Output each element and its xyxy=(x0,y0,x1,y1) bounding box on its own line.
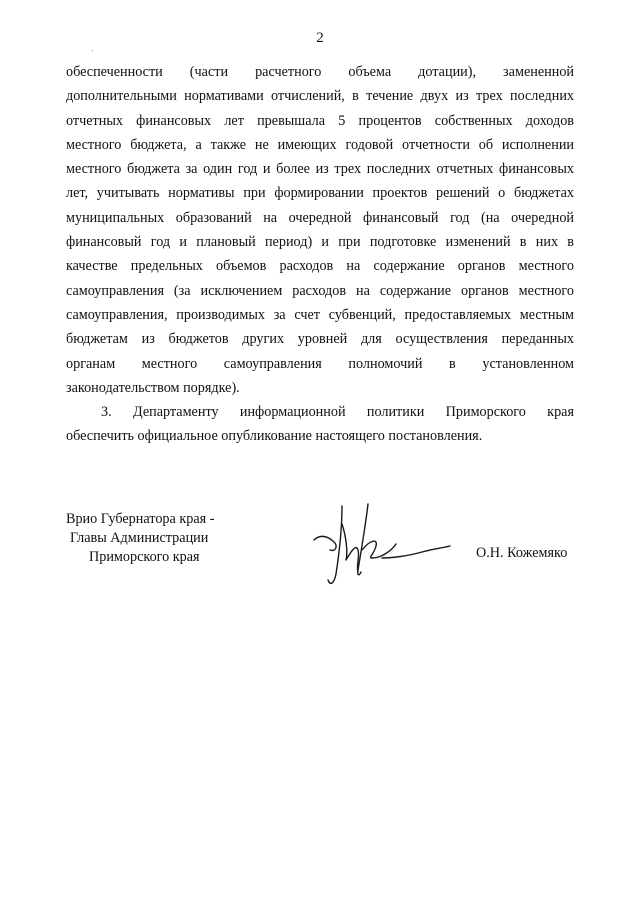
text-line: законодательством порядке). xyxy=(66,379,240,396)
document-body xyxy=(66,60,574,449)
text-line: обеспеченности (части расчетного объема дотации), замененной xyxy=(66,64,574,80)
position-line: Врио Губернатора края - xyxy=(66,511,215,527)
handwritten-signature xyxy=(312,500,452,590)
text-line: муниципальных образований на очередной финансовый год (на очередной xyxy=(66,209,574,226)
text-line: бюджетам из бюджетов других уровней для осуществления переданных xyxy=(66,331,574,348)
signer-name: О.Н. Кожемяко xyxy=(476,545,568,561)
text-line: обеспечить официальное опубликование настоящего постановления. xyxy=(66,428,483,445)
paragraph-item-3 xyxy=(66,400,574,449)
text-line: органам местного самоуправления полномочий в установленном xyxy=(66,355,574,372)
text-line: самоуправления, производимых за счет субвенций, предоставляемых местным xyxy=(66,306,574,323)
position-line: Главы Администрации xyxy=(70,530,209,546)
text-line: лет, учитывать нормативы при формировании проектов решений о бюджетах xyxy=(66,185,574,202)
page-number: 2 xyxy=(316,30,324,46)
text-line: дополнительными нормативами отчислений, в течение двух из трех последних xyxy=(66,88,574,105)
position-line: Приморского края xyxy=(89,549,200,565)
text-line: финансовый год и плановый период) и при подготовке изменений в них в xyxy=(66,234,574,251)
scan-speck xyxy=(92,50,93,51)
text-line: самоуправления (за исключением расходов на содержание органов местного xyxy=(66,282,574,299)
text-line: качестве предельных объемов расходов на содержание органов местного xyxy=(66,258,574,275)
text-line: местного бюджета за один год и более из трех последних отчетных финансовых xyxy=(66,161,574,178)
paragraph-continuation xyxy=(66,60,574,400)
text-line: местного бюджета, а также не имеющих годовой отчетности об исполнении xyxy=(66,136,574,153)
text-line: отчетных финансовых лет превышала 5 процентов собственных доходов xyxy=(66,112,574,129)
signatory-position xyxy=(66,510,214,567)
text-line: 3. Департаменту информационной политики Приморского края xyxy=(101,404,574,421)
